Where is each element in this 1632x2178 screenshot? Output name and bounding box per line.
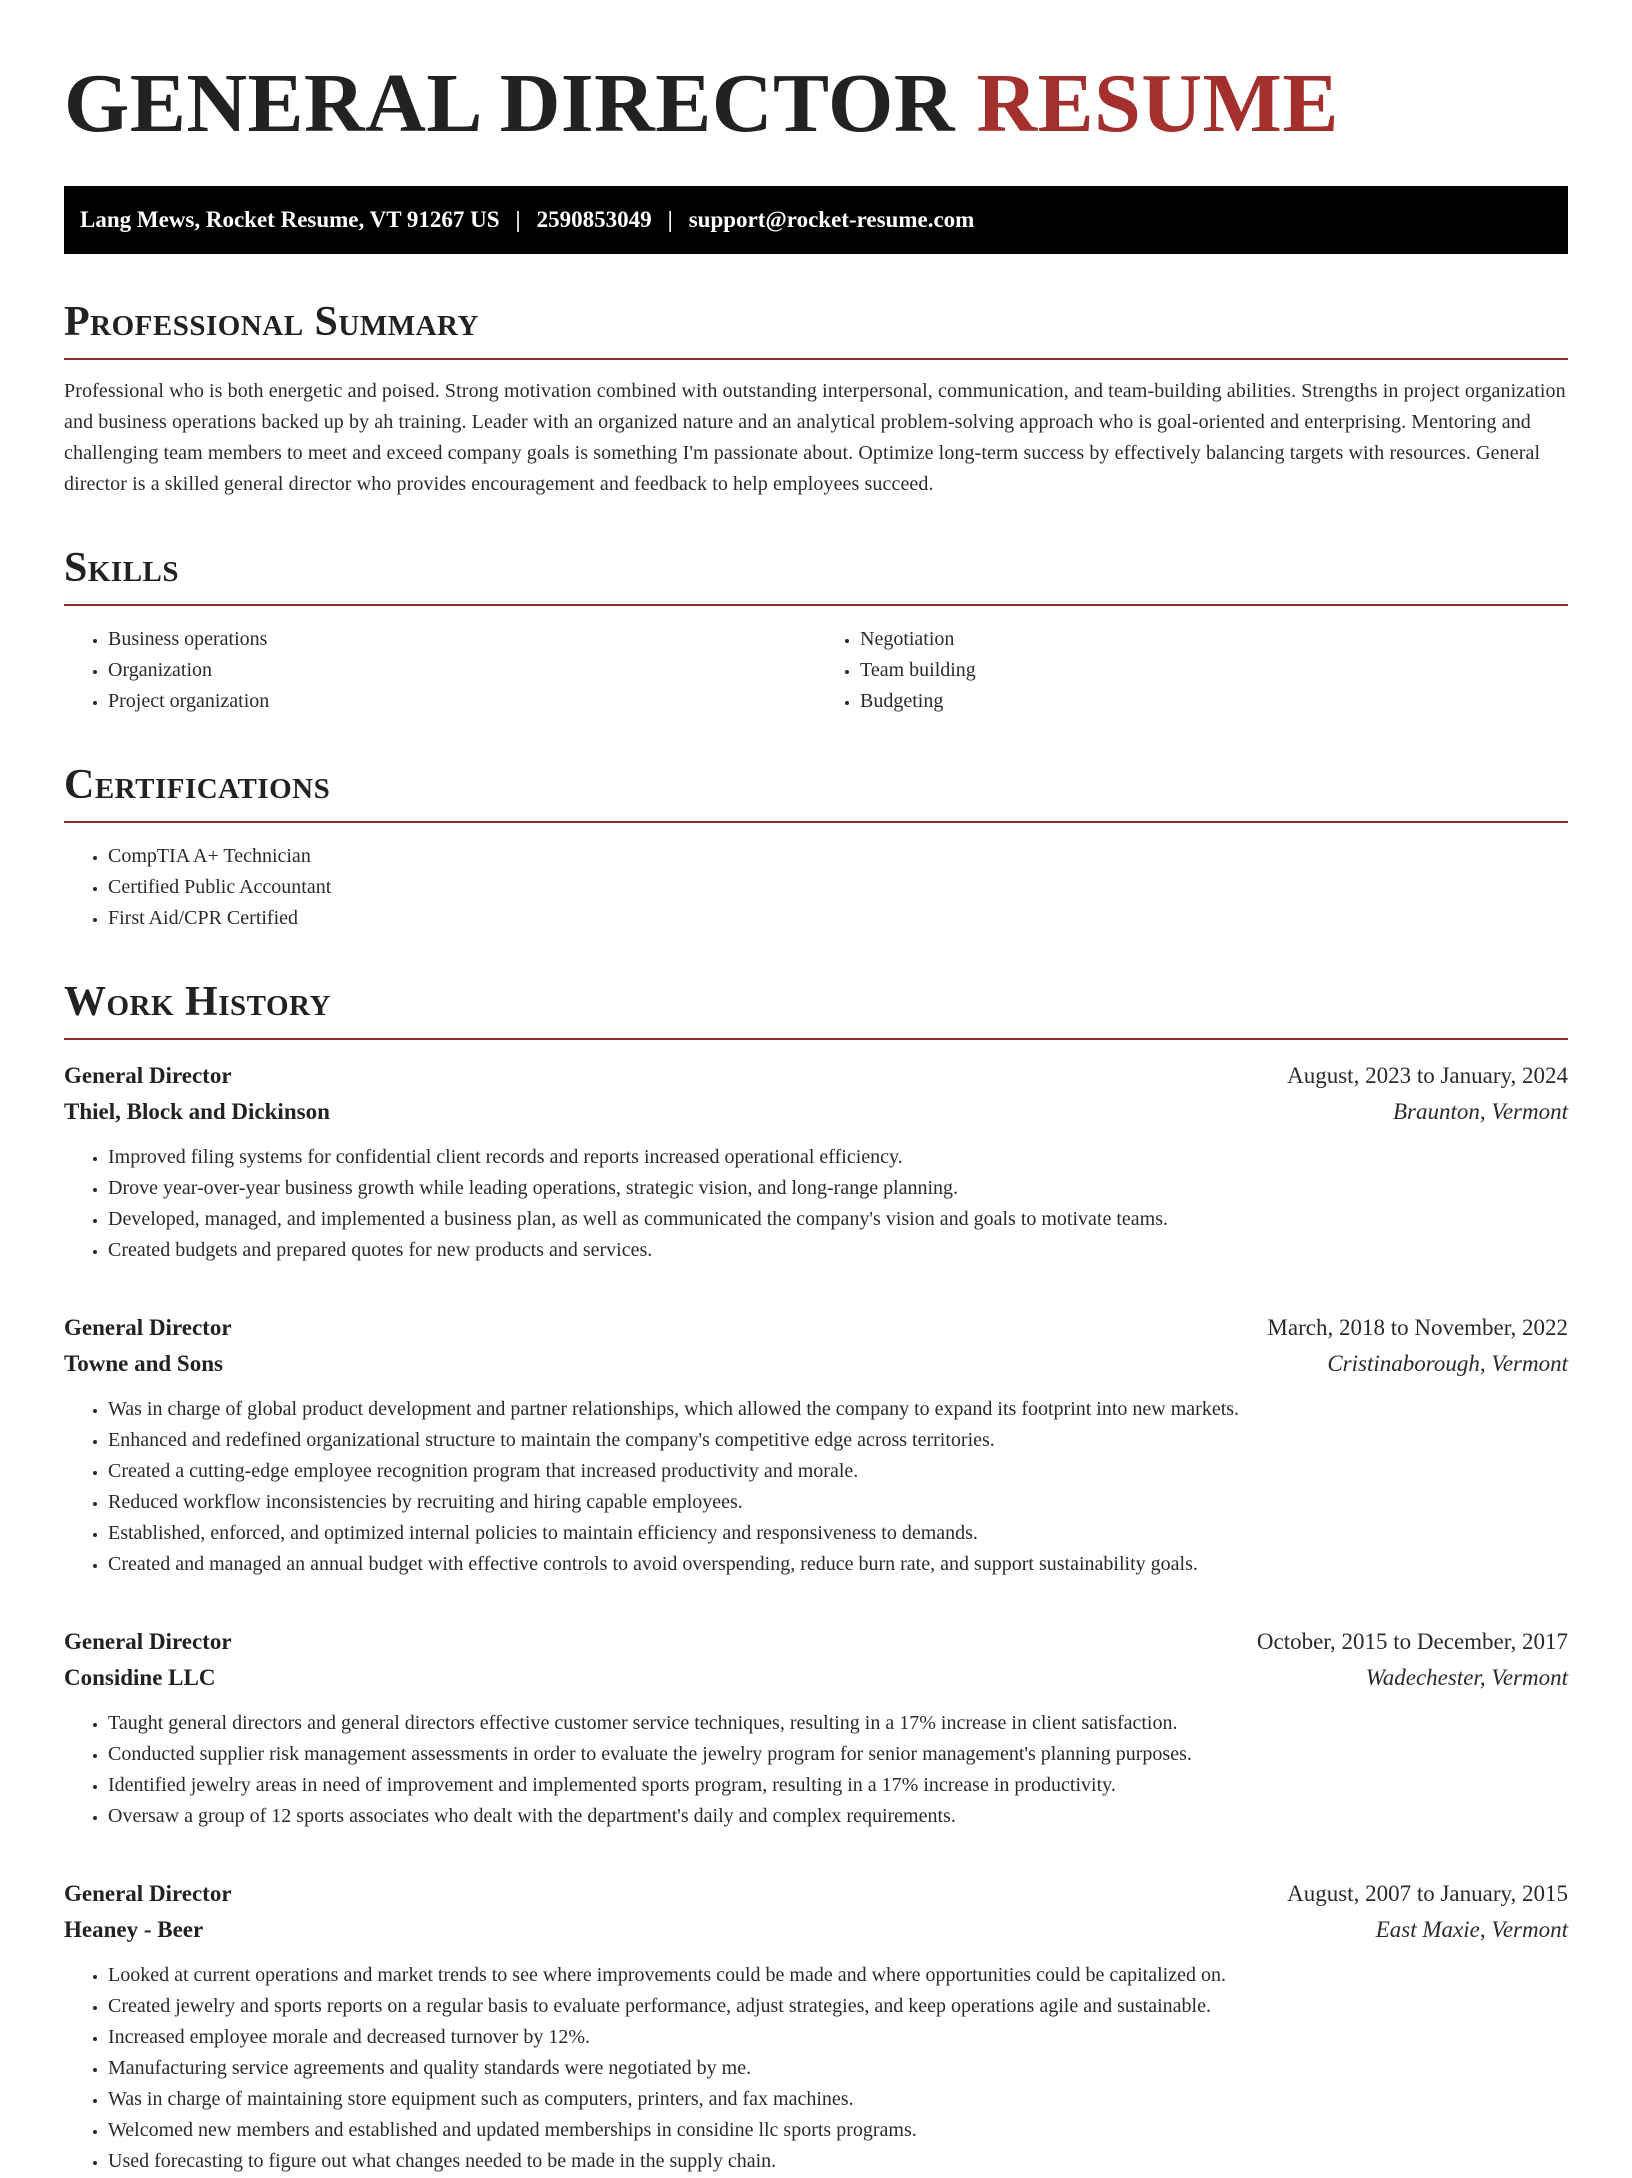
job-title: General Director — [64, 1881, 232, 1906]
job-bullet: • Oversaw a group of 12 sports associates who dealt with the department's daily and complex requirements. — [108, 1801, 1568, 1832]
contact-address: Lang Mews, Rocket Resume, VT 91267 US — [80, 207, 500, 232]
contact-separator: | — [515, 207, 521, 232]
job-bullet: • Increased employee morale and decreased turnover by 12%. — [108, 2022, 1568, 2053]
job-title: General Director — [64, 1629, 232, 1654]
job-company: Thiel, Block and Dickinson — [64, 1099, 330, 1124]
job-bullets — [64, 1960, 1568, 2177]
job-bullet: • Improved filing systems for confidential client records and reports increased operational efficiency. — [108, 1142, 1568, 1173]
title-main: GENERAL DIRECTOR — [64, 57, 955, 150]
skills-list-right — [816, 624, 1568, 717]
job-bullets — [64, 1142, 1568, 1266]
job-location: Wadechester, Vermont — [1365, 1665, 1568, 1690]
certifications-section — [64, 761, 1568, 934]
job-bullet: • Established, enforced, and optimized internal policies to maintain efficiency and responsiveness to demands. — [108, 1518, 1568, 1549]
job-bullet: • Was in charge of maintaining store equipment such as computers, printers, and fax machines. — [108, 2084, 1568, 2115]
contact-bar — [64, 186, 1568, 254]
job-bullet: • Reduced workflow inconsistencies by recruiting and hiring capable employees. — [108, 1487, 1568, 1518]
job-bullet: • Created a cutting-edge employee recognition program that increased productivity and morale. — [108, 1456, 1568, 1487]
job-dates: August, 2007 to January, 2015 — [1287, 1881, 1568, 1906]
summary-section — [64, 298, 1568, 500]
certifications-heading: Certifications — [64, 761, 1568, 823]
job-bullet: • Created jewelry and sports reports on a regular basis to evaluate performance, adjust strategies, and keep operations agile and sustainable. — [108, 1991, 1568, 2022]
job-bullet: • Was in charge of global product development and partner relationships, which allowed the company to expand its footprint into new markets. — [108, 1394, 1568, 1425]
job-title: General Director — [64, 1063, 232, 1088]
job-bullet: • Identified jewelry areas in need of improvement and implemented sports program, resulting in a 17% increase in productivity. — [108, 1770, 1568, 1801]
job-company: Considine LLC — [64, 1665, 216, 1690]
job-bullet: • Created budgets and prepared quotes for new products and services. — [108, 1235, 1568, 1266]
job-dates: October, 2015 to December, 2017 — [1256, 1629, 1568, 1654]
job-bullet: • Welcomed new members and established and updated memberships in considine llc sports programs. — [108, 2115, 1568, 2146]
job-dates: August, 2023 to January, 2024 — [1287, 1063, 1568, 1088]
job-bullet: • Taught general directors and general directors effective customer service techniques, resulting in a 17% increase in client satisfaction. — [108, 1708, 1568, 1739]
summary-text: Professional who is both energetic and poised. Strong motivation combined with outstanding interpersonal, communication, and team-building abilities. Strengths in project organization and business operations backed up by ah training. Leader with an organized nature and an analytical problem-solving approach who is goal-oriented and enterprising. Mentoring and challenging team members to meet and exceed company goals is something I'm passionate about. Optimize long-term success by effectively balancing targets with resources. General director is a skilled general director who provides encouragement and feedback to help employees succeed. — [64, 380, 1566, 495]
contact-phone: 2590853049 — [536, 207, 652, 232]
job-entry — [64, 1624, 1568, 1832]
job-entry — [64, 1310, 1568, 1580]
certification-item: • CompTIA A+ Technician — [108, 841, 1568, 872]
job-bullet: • Drove year-over-year business growth while leading operations, strategic vision, and long-range planning. — [108, 1173, 1568, 1204]
skill-item: • Business operations — [108, 624, 816, 655]
job-dates: March, 2018 to November, 2022 — [1267, 1315, 1568, 1340]
work-history-section — [64, 978, 1568, 2177]
skill-item: • Team building — [860, 655, 1568, 686]
job-location: Cristinaborough, Vermont — [1327, 1351, 1568, 1376]
job-bullet: • Conducted supplier risk management assessments in order to evaluate the jewelry program for senior management's planning purposes. — [108, 1739, 1568, 1770]
skill-item: • Budgeting — [860, 686, 1568, 717]
job-entry — [64, 1058, 1568, 1266]
skill-item: • Negotiation — [860, 624, 1568, 655]
contact-separator: | — [667, 207, 673, 232]
job-location: East Maxie, Vermont — [1375, 1917, 1568, 1942]
skill-item: • Project organization — [108, 686, 816, 717]
certification-item: • First Aid/CPR Certified — [108, 903, 1568, 934]
job-bullet: • Manufacturing service agreements and quality standards were negotiated by me. — [108, 2053, 1568, 2084]
work-history-heading: Work History — [64, 978, 1568, 1040]
contact-email[interactable]: support@rocket-resume.com — [688, 207, 975, 232]
job-bullets — [64, 1708, 1568, 1832]
job-title: General Director — [64, 1315, 232, 1340]
job-bullets — [64, 1394, 1568, 1580]
skill-item: • Organization — [108, 655, 816, 686]
job-bullet: • Looked at current operations and market trends to see where improvements could be made and where opportunities could be capitalized on. — [108, 1960, 1568, 1991]
certification-item: • Certified Public Accountant — [108, 872, 1568, 903]
job-company: Heaney - Beer — [64, 1917, 204, 1942]
skills-section — [64, 544, 1568, 717]
certifications-list — [64, 841, 1568, 934]
job-bullet: • Developed, managed, and implemented a business plan, as well as communicated the company's vision and goals to motivate teams. — [108, 1204, 1568, 1235]
job-bullet: • Created and managed an annual budget with effective controls to avoid overspending, reduce burn rate, and support sustainability goals. — [108, 1549, 1568, 1580]
skills-list-left — [64, 624, 816, 717]
job-bullet: • Enhanced and redefined organizational structure to maintain the company's competitive edge across territories. — [108, 1425, 1568, 1456]
job-entry — [64, 1876, 1568, 2177]
job-bullet: • Used forecasting to figure out what changes needed to be made in the supply chain. — [108, 2146, 1568, 2177]
job-location: Braunton, Vermont — [1392, 1099, 1568, 1124]
resume-title — [64, 0, 1568, 152]
job-company: Towne and Sons — [64, 1351, 223, 1376]
summary-heading: Professional Summary — [64, 298, 1568, 360]
skills-grid — [64, 624, 1568, 717]
title-accent: RESUME — [976, 57, 1339, 150]
skills-heading: Skills — [64, 544, 1568, 606]
